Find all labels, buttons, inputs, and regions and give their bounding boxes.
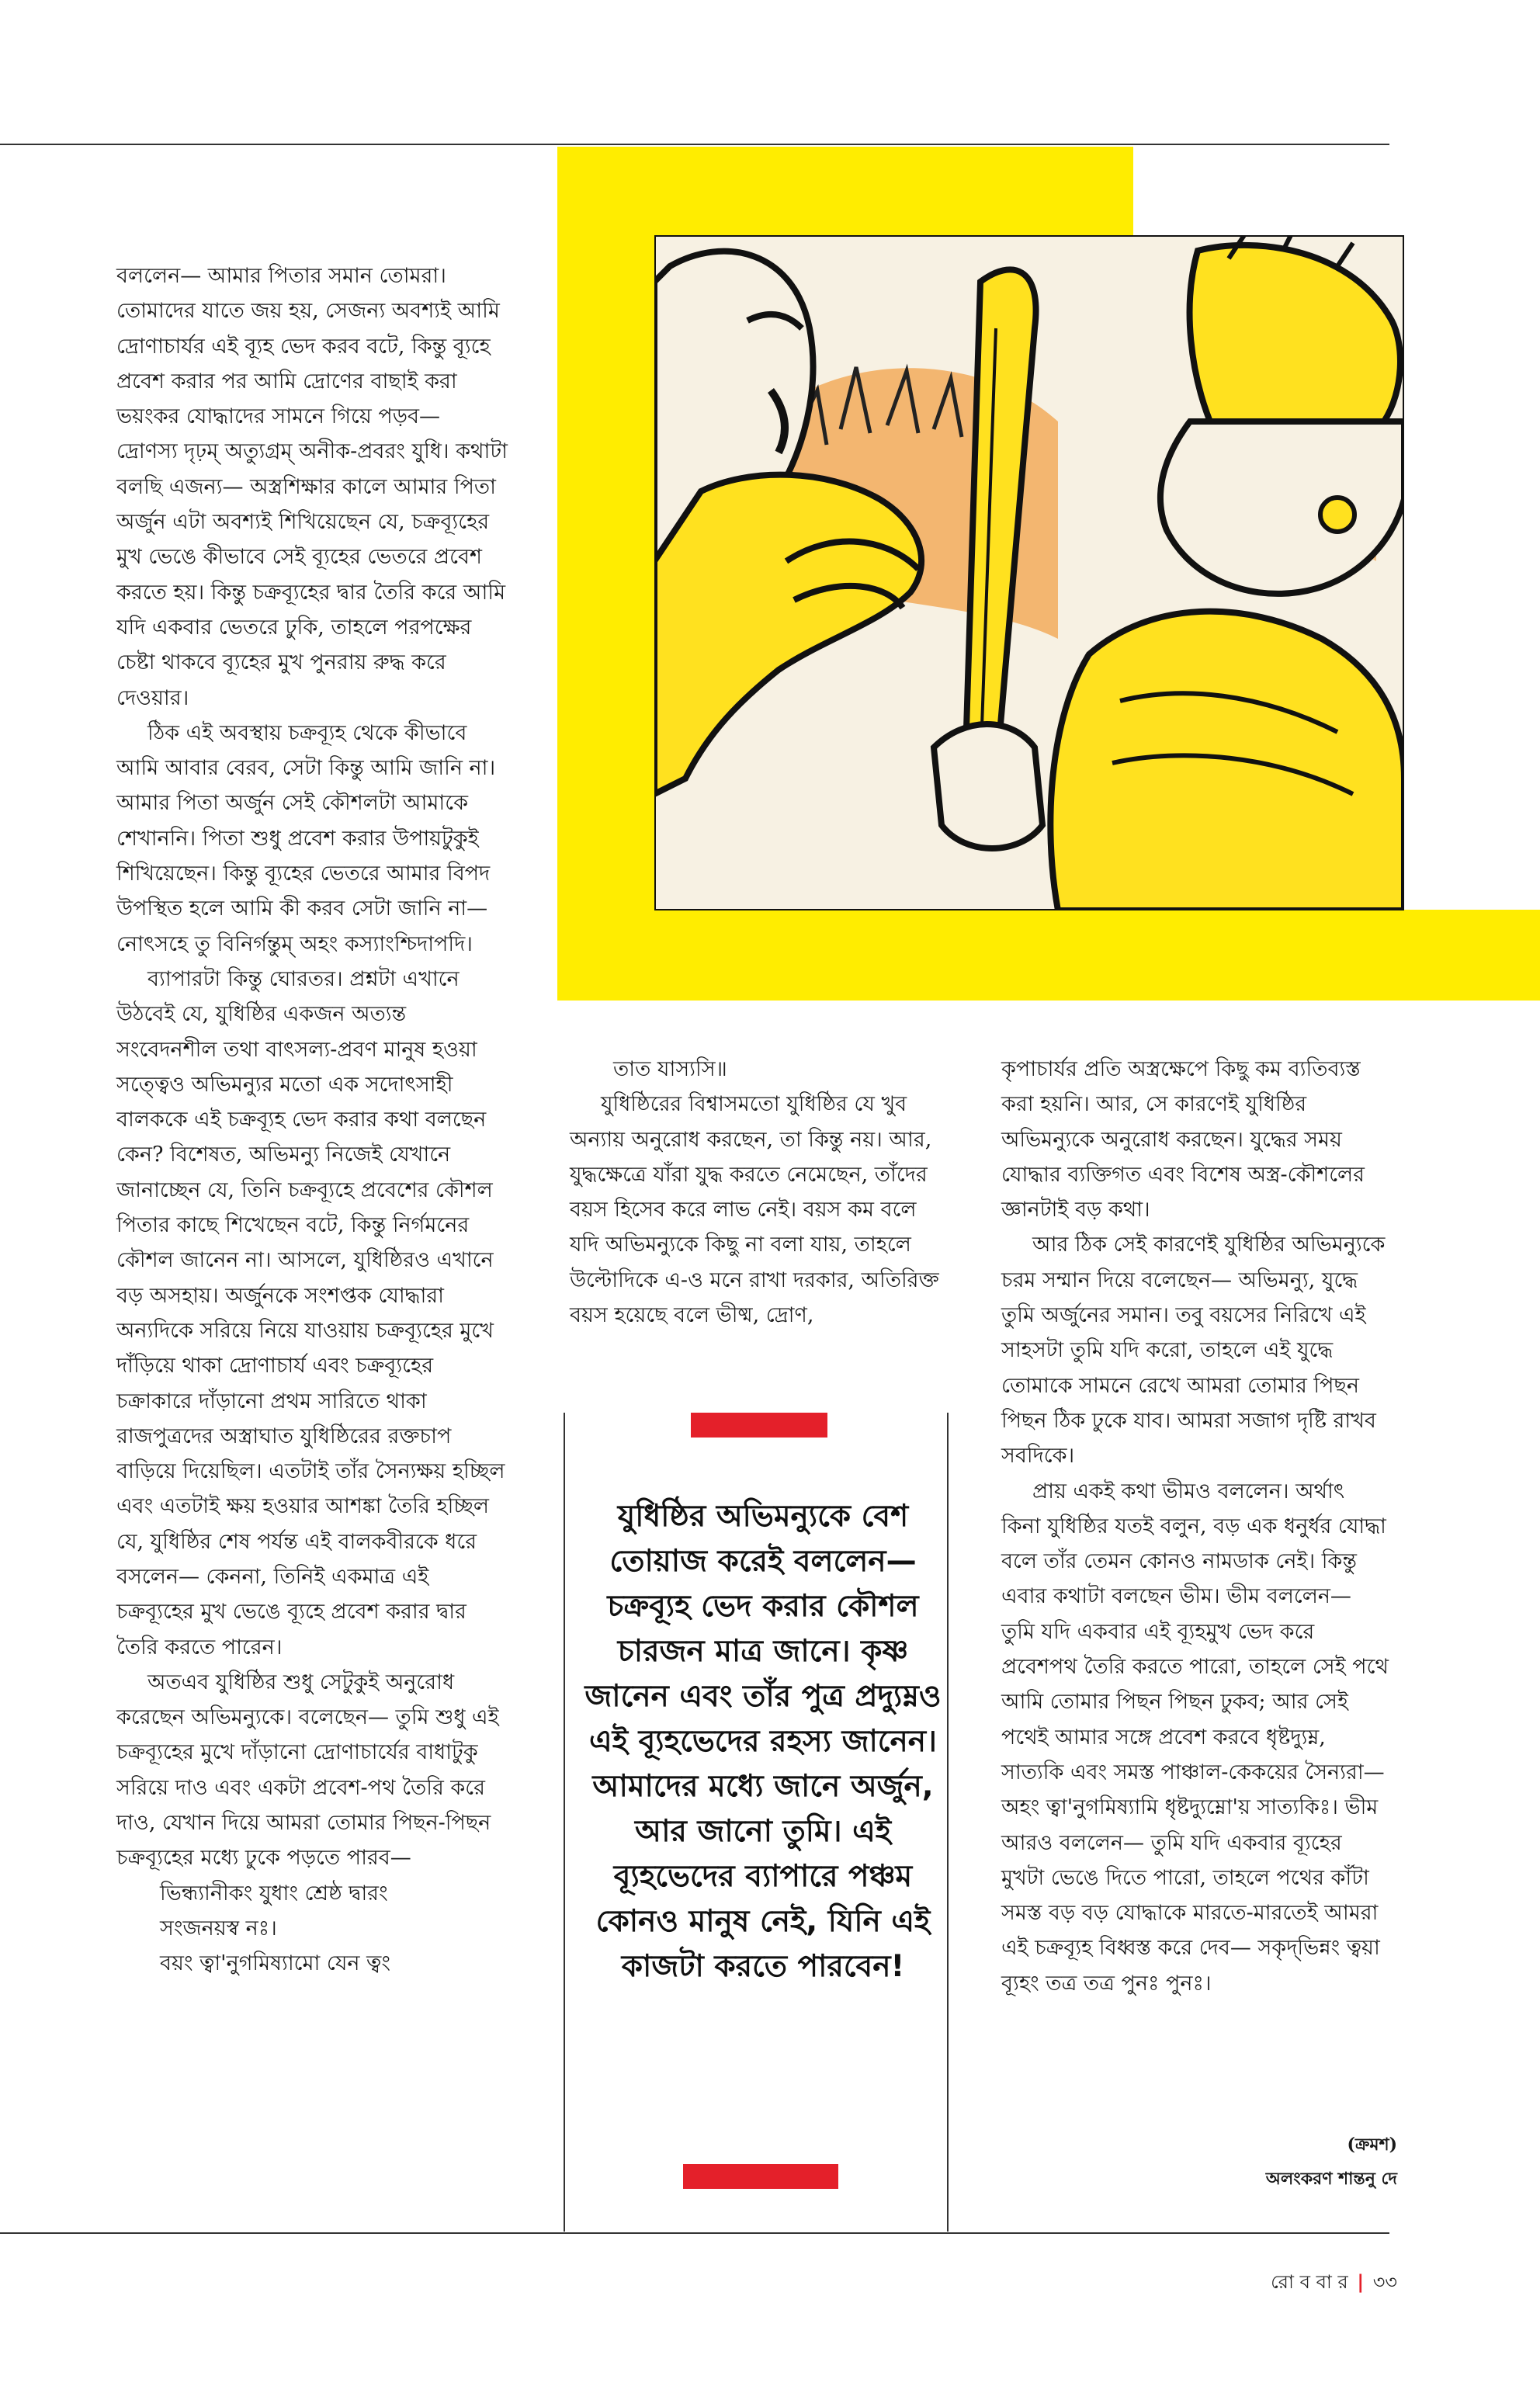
verse-line: সংজনয়স্ব নঃ। [160,1916,277,1940]
pullquote-red-bar-top [691,1413,827,1438]
pullquote-left-rule [564,1413,565,2232]
pullquote-red-bar-bottom [683,2164,838,2189]
yellow-block-right [557,910,1540,1001]
illustration [654,235,1404,910]
magazine-name: রো ব বা র [1271,2271,1348,2293]
illustration-credit: অলংকরণ শান্তনু দে [1265,2169,1397,2189]
article-paragraph: বললেন— আমার পিতার সমান তোমরা। তোমাদের যাতে জয় হয়, সেজন্য অবশ্যই আমি দ্রোণাচার্যর এই ব্যূহ ভেদ করব বটে, কিন্তু ব্যূহে প্রবেশ করার পর আমি দ্রোণের বাছাই করা ভয়ংকর যোদ্ধাদের সামনে গিয়ে পড়ব— দ্রোণস্য দৃঢ়ম্ অত্যুগ্রম্ অনীক-প্রবরং যুধি। কথাটা বলছি এজন্য— অস্ত্রশিক্ষার কালে আমার পিতা অর্জুন এটা অবশ্যই শিখিয়েছেন যে, চক্রব্যূহের মুখ ভেঙে কীভাবে সেই ব্যূহের ভেতরে প্রবেশ করতে হয়। কিন্তু চক্রব্যূহের দ্বার তৈরি করে আমি যদি একবার ভেতরে ঢুকি, তাহলে পরপক্ষের চেষ্টা থাকবে ব্যূহের মুখ পুনরায় রুদ্ধ করে দেওয়ার। [116,264,508,710]
verse-line: তাত যাস্যসি॥ [613,1057,727,1081]
page-footer [1271,2268,1397,2299]
article-paragraph: যুধিষ্ঠিরের বিশ্বাসমতো যুধিষ্ঠির যে খুব অন্যায় অনুরোধ করছেন, তা কিন্তু নয়। আর, যুদ্ধক্ষেত্রে যাঁরা যুদ্ধ করতে নেমেছেন, তাঁদের বয়স হিসেব করে লাভ নেই। বয়স কম বলে যদি অভিমন্যুকে কিছু না বলা যায়, তাহলে উল্টোদিকে এ-ও মনে রাখা দরকার, অতিরিক্ত বয়স হয়েছে বলে ভীষ্ম, দ্রোণ, [570,1092,939,1328]
article-paragraph: প্রায় একই কথা ভীমও বললেন। অর্থাৎ কিনা যুধিষ্ঠির যতই বলুন, বড় এক ধনুর্ধর যোদ্ধা বলে তাঁর তেমন কোনও নামডাক নেই। কিন্তু এবার কথাটা বলছেন ভীম। ভীম বললেন— তুমি যদি একবার এই ব্যূহমুখ ভেদ করে প্রবেশপথ তৈরি করতে পারো, তাহলে সেই পথে আমি তোমার পিছন পিছন ঢুকব; আর সেই পথেই আমার সঙ্গে প্রবেশ করবে ধৃষ্টদ্যুম্ন, সাত্যকি এবং সমস্ত পাঞ্চাল-কেকয়ের সৈন্যরা— অহং ত্বা'নুগমিষ্যামি ধৃষ্টদ্যুম্নো'য় সাত্যকিঃ। ভীম আরও বললেন— তুমি যদি একবার ব্যূহের মুখটা ভেঙে দিতে পারো, তাহলে পথের কাঁটা সমস্ত বড় বড় যোদ্ধাকে মারতে-মারতেই আমরা এই চক্রব্যূহ বিধ্বস্ত করে দেব— সকৃদ্‌ভিন্নং ত্বয়া ব্যূহং তত্র তত্র পুনঃ পুনঃ। [1001,1479,1389,1996]
top-rule [0,144,1389,145]
pullquote-right-rule [947,1413,949,2232]
verse-line: বয়ং ত্বা'নুগমিষ্যামো যেন ত্বং [160,1951,390,1976]
article-column-2 [570,1052,939,1333]
article-column-1 [116,258,508,1982]
bottom-rule [0,2232,1389,2234]
verse-line: ভিন্ধ্যানীকং যুধাং শ্রেষ্ঠ দ্বারং [160,1881,388,1906]
article-paragraph: কৃপাচার্যর প্রতি অস্ত্রক্ষেপে কিছু কম ব্যতিব্যস্ত করা হয়নি। আর, সে কারণেই যুধিষ্ঠির অভিমন্যুকে অনুরোধ করছেন। যুদ্ধের সময় যোদ্ধার ব্যক্তিগত এবং বিশেষ অস্ত্র-কৌশলের জ্ঞানটাই বড় কথা। [1001,1057,1365,1223]
page-number: ৩৩ [1372,2271,1397,2293]
article-paragraph: আর ঠিক সেই কারণেই যুধিষ্ঠির অভিমন্যুকে চরম সম্মান দিয়ে বলেছেন— অভিমন্যু, যুদ্ধে তুমি অর্জুনের সমান। তবু বয়সের নিরিখে এই সাহসটা তুমি যদি করো, তাহলে এই যুদ্ধে তোমাকে সামনে রেখে আমরা তোমার পিছন পিছন ঠিক ঢুকে যাব। আমরা সজাগ দৃষ্টি রাখব সবদিকে। [1001,1233,1386,1469]
article-paragraph: ঠিক এই অবস্থায় চক্রব্যূহ থেকে কীভাবে আমি আবার বেরব, সেটা কিন্তু আমি জানি না। আমার পিতা অর্জুন সেই কৌশলটা আমাকে শেখাননি। পিতা শুধু প্রবেশ করার উপায়টুকুই শিখিয়েছেন। কিন্তু ব্যূহের ভেতরে আমার বিপদ উপস্থিত হলে আমি কী করব সেটা জানি না— নোৎসহে তু বিনির্গন্তুম্ অহং কস্যাংশ্চিদাপদি। [116,720,496,956]
article-paragraph: অতএব যুধিষ্ঠির শুধু সেটুকুই অনুরোধ করেছেন অভিমন্যুকে। বলেছেন— তুমি শুধু এই চক্রব্যূহের মুখে দাঁড়ানো দ্রোণাচার্যের বাধাটুকু সরিয়ে দাও এবং একটা প্রবেশ-পথ তৈরি করে দাও, যেখান দিয়ে আমরা তোমার পিছন-পিছন চক্রব্যূহের মধ্যে ঢুকে পড়তে পারব— [116,1670,499,1871]
article-column-3 [1001,1052,1389,2001]
footer-separator: | [1357,2271,1365,2293]
article-paragraph: ব্যাপারটা কিন্তু ঘোরতর। প্রশ্নটা এখানে উঠবেই যে, যুধিষ্ঠির একজন অত্যন্ত সংবেদনশীল তথা বাৎসল্য-প্রবণ মানুষ হওয়া সত্ত্বেও অভিমন্যুর মতো এক সদোৎসাহী বালককে এই চক্রব্যূহ ভেদ করার কথা বলছেন কেন? বিশেষত, অভিমন্যু নিজেই যেখানে জানাচ্ছেন যে, তিনি চক্রব্যূহে প্রবেশের কৌশল পিতার কাছে শিখেছেন বটে, কিন্তু নির্গমনের কৌশল জানেন না। আসলে, যুধিষ্ঠিরও এখানে বড় অসহায়। অর্জুনকে সংশপ্তক যোদ্ধারা অন্যদিকে সরিয়ে নিয়ে যাওয়ায় চক্রব্যূহের মুখে দাঁড়িয়ে থাকা দ্রোণাচার্য এবং চক্রব্যূহের চক্রাকারে দাঁড়ানো প্রথম সারিতে থাকা রাজপুত্রদের অস্ত্রাঘাত যুধিষ্ঠিরের রক্তচাপ বাড়িয়ে দিয়েছিল। এতটাই তাঁর সৈন্যক্ষয় হচ্ছিল এবং এতটাই ক্ষয় হওয়ার আশঙ্কা তৈরি হচ্ছিল যে, যুধিষ্ঠির শেষ পর্যন্ত এই বালকবীরকে ধরে বসলেন— কেননা, তিনিই একমাত্র এই চক্রব্যূহের মুখ ভেঙে ব্যূহে প্রবেশ করার দ্বার তৈরি করতে পারেন। [116,966,505,1659]
pull-quote: যুধিষ্ঠির অভিমন্যুকে বেশ তোয়াজ করেই বললেন— চক্রব্যূহ ভেদ করার কৌশল চারজন মাত্র জানে। কৃষ্ণ জানেন এবং তাঁর পুত্র প্রদ্যুম্নও এই ব্যূহভেদের রহস্য জানেন। আমাদের মধ্যে জানে অর্জুন, আর জানো তুমি। এই ব্যূহভেদের ব্যাপারে পঞ্চম কোনও মানুষ নেই, যিনি এই কাজটা করতে পারবেন! [584,1499,942,1984]
continued-label: (ক্রমশ) [1347,2135,1397,2155]
